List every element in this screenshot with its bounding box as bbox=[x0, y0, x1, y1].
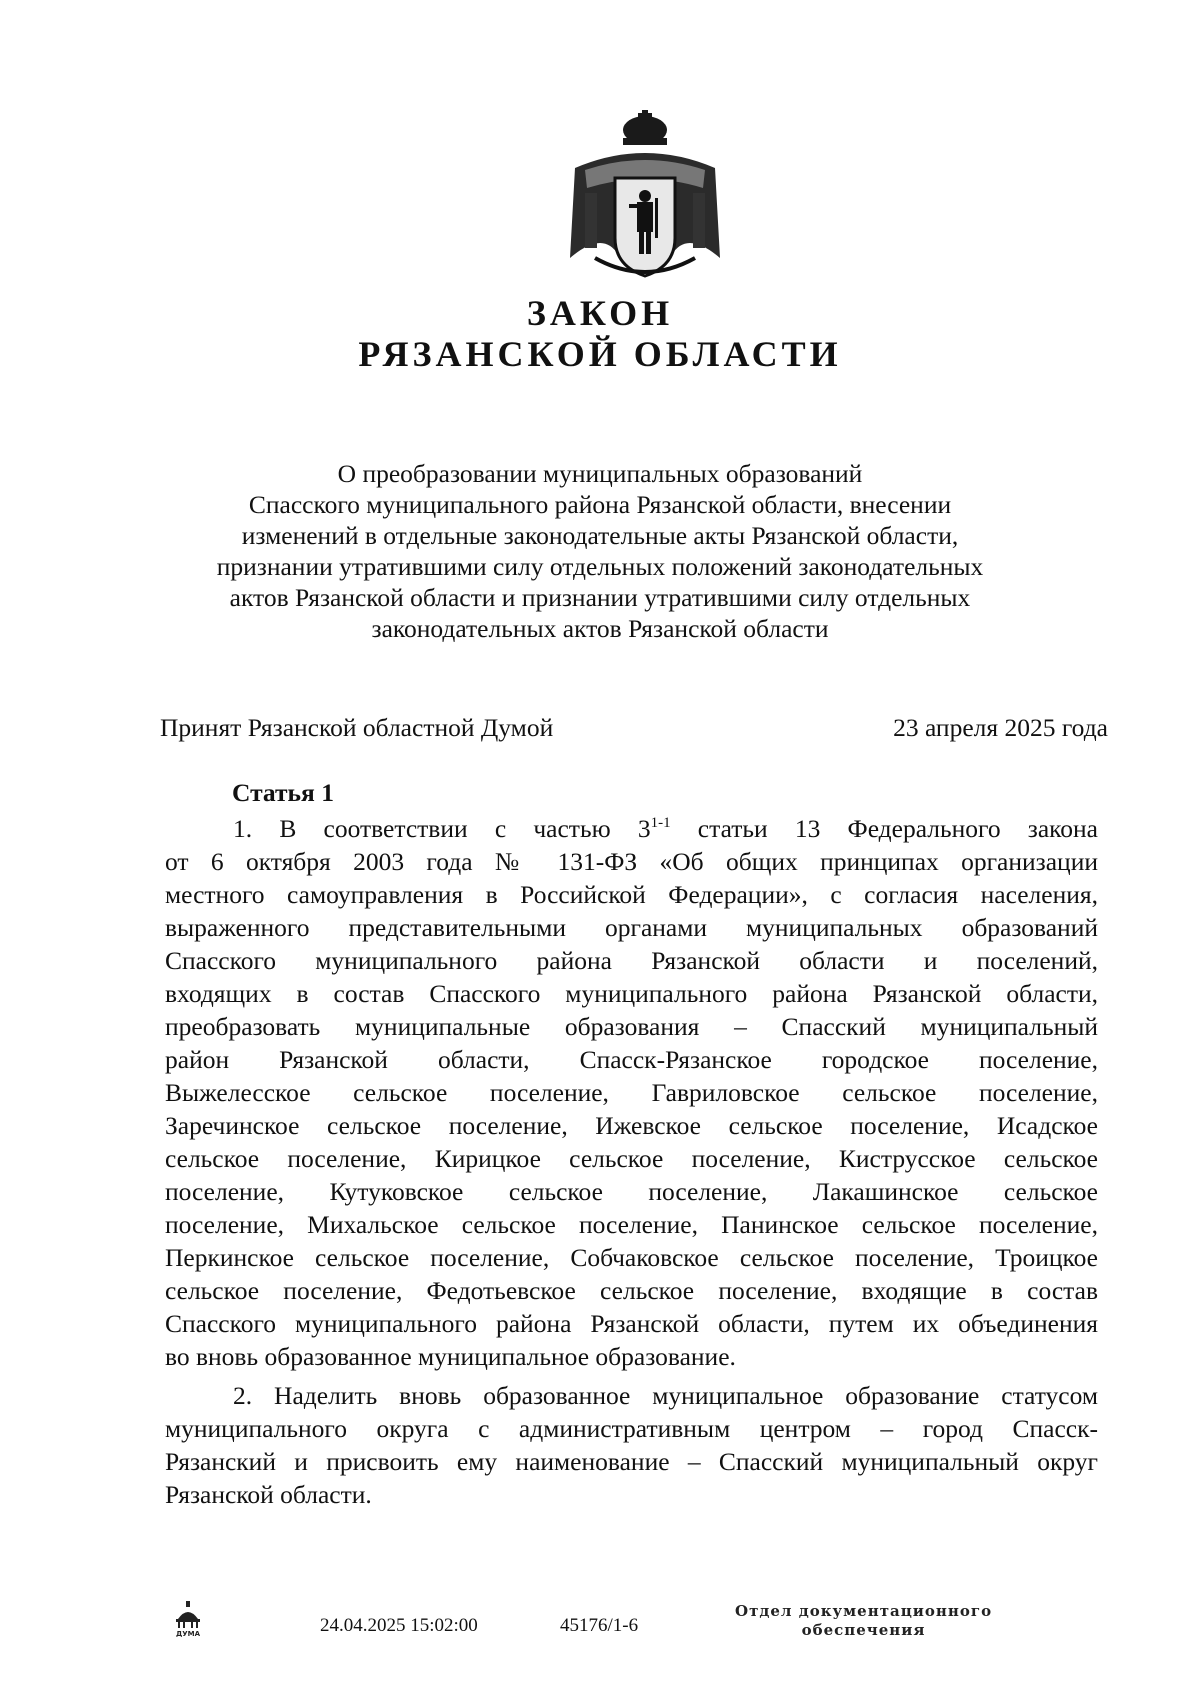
law-title: ЗАКОН bbox=[526, 293, 674, 333]
paragraph-line: муниципального округа с административным центром – город Спасск- bbox=[165, 1414, 1098, 1443]
adopted-date: 23 апреля 2025 года bbox=[893, 713, 1108, 742]
department-stamp bbox=[735, 1602, 992, 1640]
duma-logo-icon bbox=[168, 1597, 208, 1637]
paragraph-line: от 6 октября 2003 года № 131-ФЗ «Об общих принципах организации bbox=[165, 847, 1098, 876]
law-subject bbox=[180, 458, 1020, 644]
footer-datetime: 24.04.2025 15:02:00 bbox=[320, 1615, 478, 1636]
paragraph-line: во вновь образованное муниципальное образование. bbox=[165, 1342, 736, 1371]
paragraph-line: местного самоуправления в Российской Федерации», с согласия населения, bbox=[165, 880, 1098, 909]
subject-line: законодательных актов Рязанской области bbox=[371, 614, 829, 643]
subject-line: актов Рязанской области и признании утратившими силу отдельных bbox=[229, 583, 971, 612]
subject-line: изменений в отдельные законодательные акты Рязанской области, bbox=[241, 521, 959, 550]
subject-line: признании утратившими силу отдельных положений законодательных bbox=[216, 552, 984, 581]
paragraph-line: выраженного представительными органами муниципальных образований bbox=[165, 913, 1098, 942]
stamp-line: Отдел документационного bbox=[735, 1602, 993, 1620]
paragraph-line: Рязанской области. bbox=[165, 1480, 372, 1509]
paragraph-line: 2. Наделить вновь образованное муниципальное образование статусом bbox=[233, 1381, 1098, 1410]
superscript: 1-1 bbox=[650, 815, 671, 831]
paragraph-line bbox=[165, 812, 1098, 845]
footer-reg-number: 45176/1-6 bbox=[560, 1615, 639, 1636]
adopted-by: Принят Рязанской областной Думой bbox=[160, 713, 554, 742]
paragraph-line: поселение, Михальское сельское поселение, Панинское сельское поселение, bbox=[165, 1210, 1098, 1239]
article-title: Статья 1 bbox=[232, 778, 334, 807]
paragraph-text: статьи 13 Федерального закона bbox=[670, 814, 1098, 843]
paragraph-line: Перкинское сельское поселение, Собчаковское сельское поселение, Троицкое bbox=[165, 1243, 1098, 1272]
paragraph-text: 1. В соответствии с частью 3 bbox=[233, 814, 651, 843]
paragraph-line: поселение, Кутуковское сельское поселение, Лакашинское сельское bbox=[165, 1177, 1098, 1206]
article-paragraph-1 bbox=[165, 812, 1098, 1373]
subject-line: Спасского муниципального района Рязанской области, внесении bbox=[248, 490, 952, 519]
paragraph-line: преобразовать муниципальные образования – Спасский муниципальный bbox=[165, 1012, 1098, 1041]
paragraph-line: Выжелесское сельское поселение, Гавриловское сельское поселение, bbox=[165, 1078, 1098, 1107]
paragraph-line: Рязанский и присвоить ему наименование – Спасский муниципальный округ bbox=[165, 1447, 1098, 1476]
paragraph-line: Спасского муниципального района Рязанской области и поселений, bbox=[165, 946, 1098, 975]
law-region-title: РЯЗАНСКОЙ ОБЛАСТИ bbox=[358, 334, 842, 374]
paragraph-line: район Рязанской области, Спасск-Рязанское городское поселение, bbox=[165, 1045, 1098, 1074]
stamp-line: обеспечения bbox=[801, 1621, 926, 1639]
duma-logo-text: ДУМА bbox=[175, 1630, 201, 1637]
ryazan-coat-of-arms-icon bbox=[545, 108, 745, 288]
subject-line: О преобразовании муниципальных образований bbox=[337, 459, 863, 488]
paragraph-line: Заречинское сельское поселение, Ижевское сельское поселение, Исадское bbox=[165, 1111, 1098, 1140]
paragraph-line: сельское поселение, Кирицкое сельское поселение, Киструсское сельское bbox=[165, 1144, 1098, 1173]
paragraph-line: входящих в состав Спасского муниципального района Рязанской области, bbox=[165, 979, 1098, 1008]
article-paragraph-2 bbox=[165, 1379, 1098, 1511]
paragraph-line: Спасского муниципального района Рязанской области, путем их объединения bbox=[165, 1309, 1098, 1338]
paragraph-line: сельское поселение, Федотьевское сельское поселение, входящие в состав bbox=[165, 1276, 1098, 1305]
